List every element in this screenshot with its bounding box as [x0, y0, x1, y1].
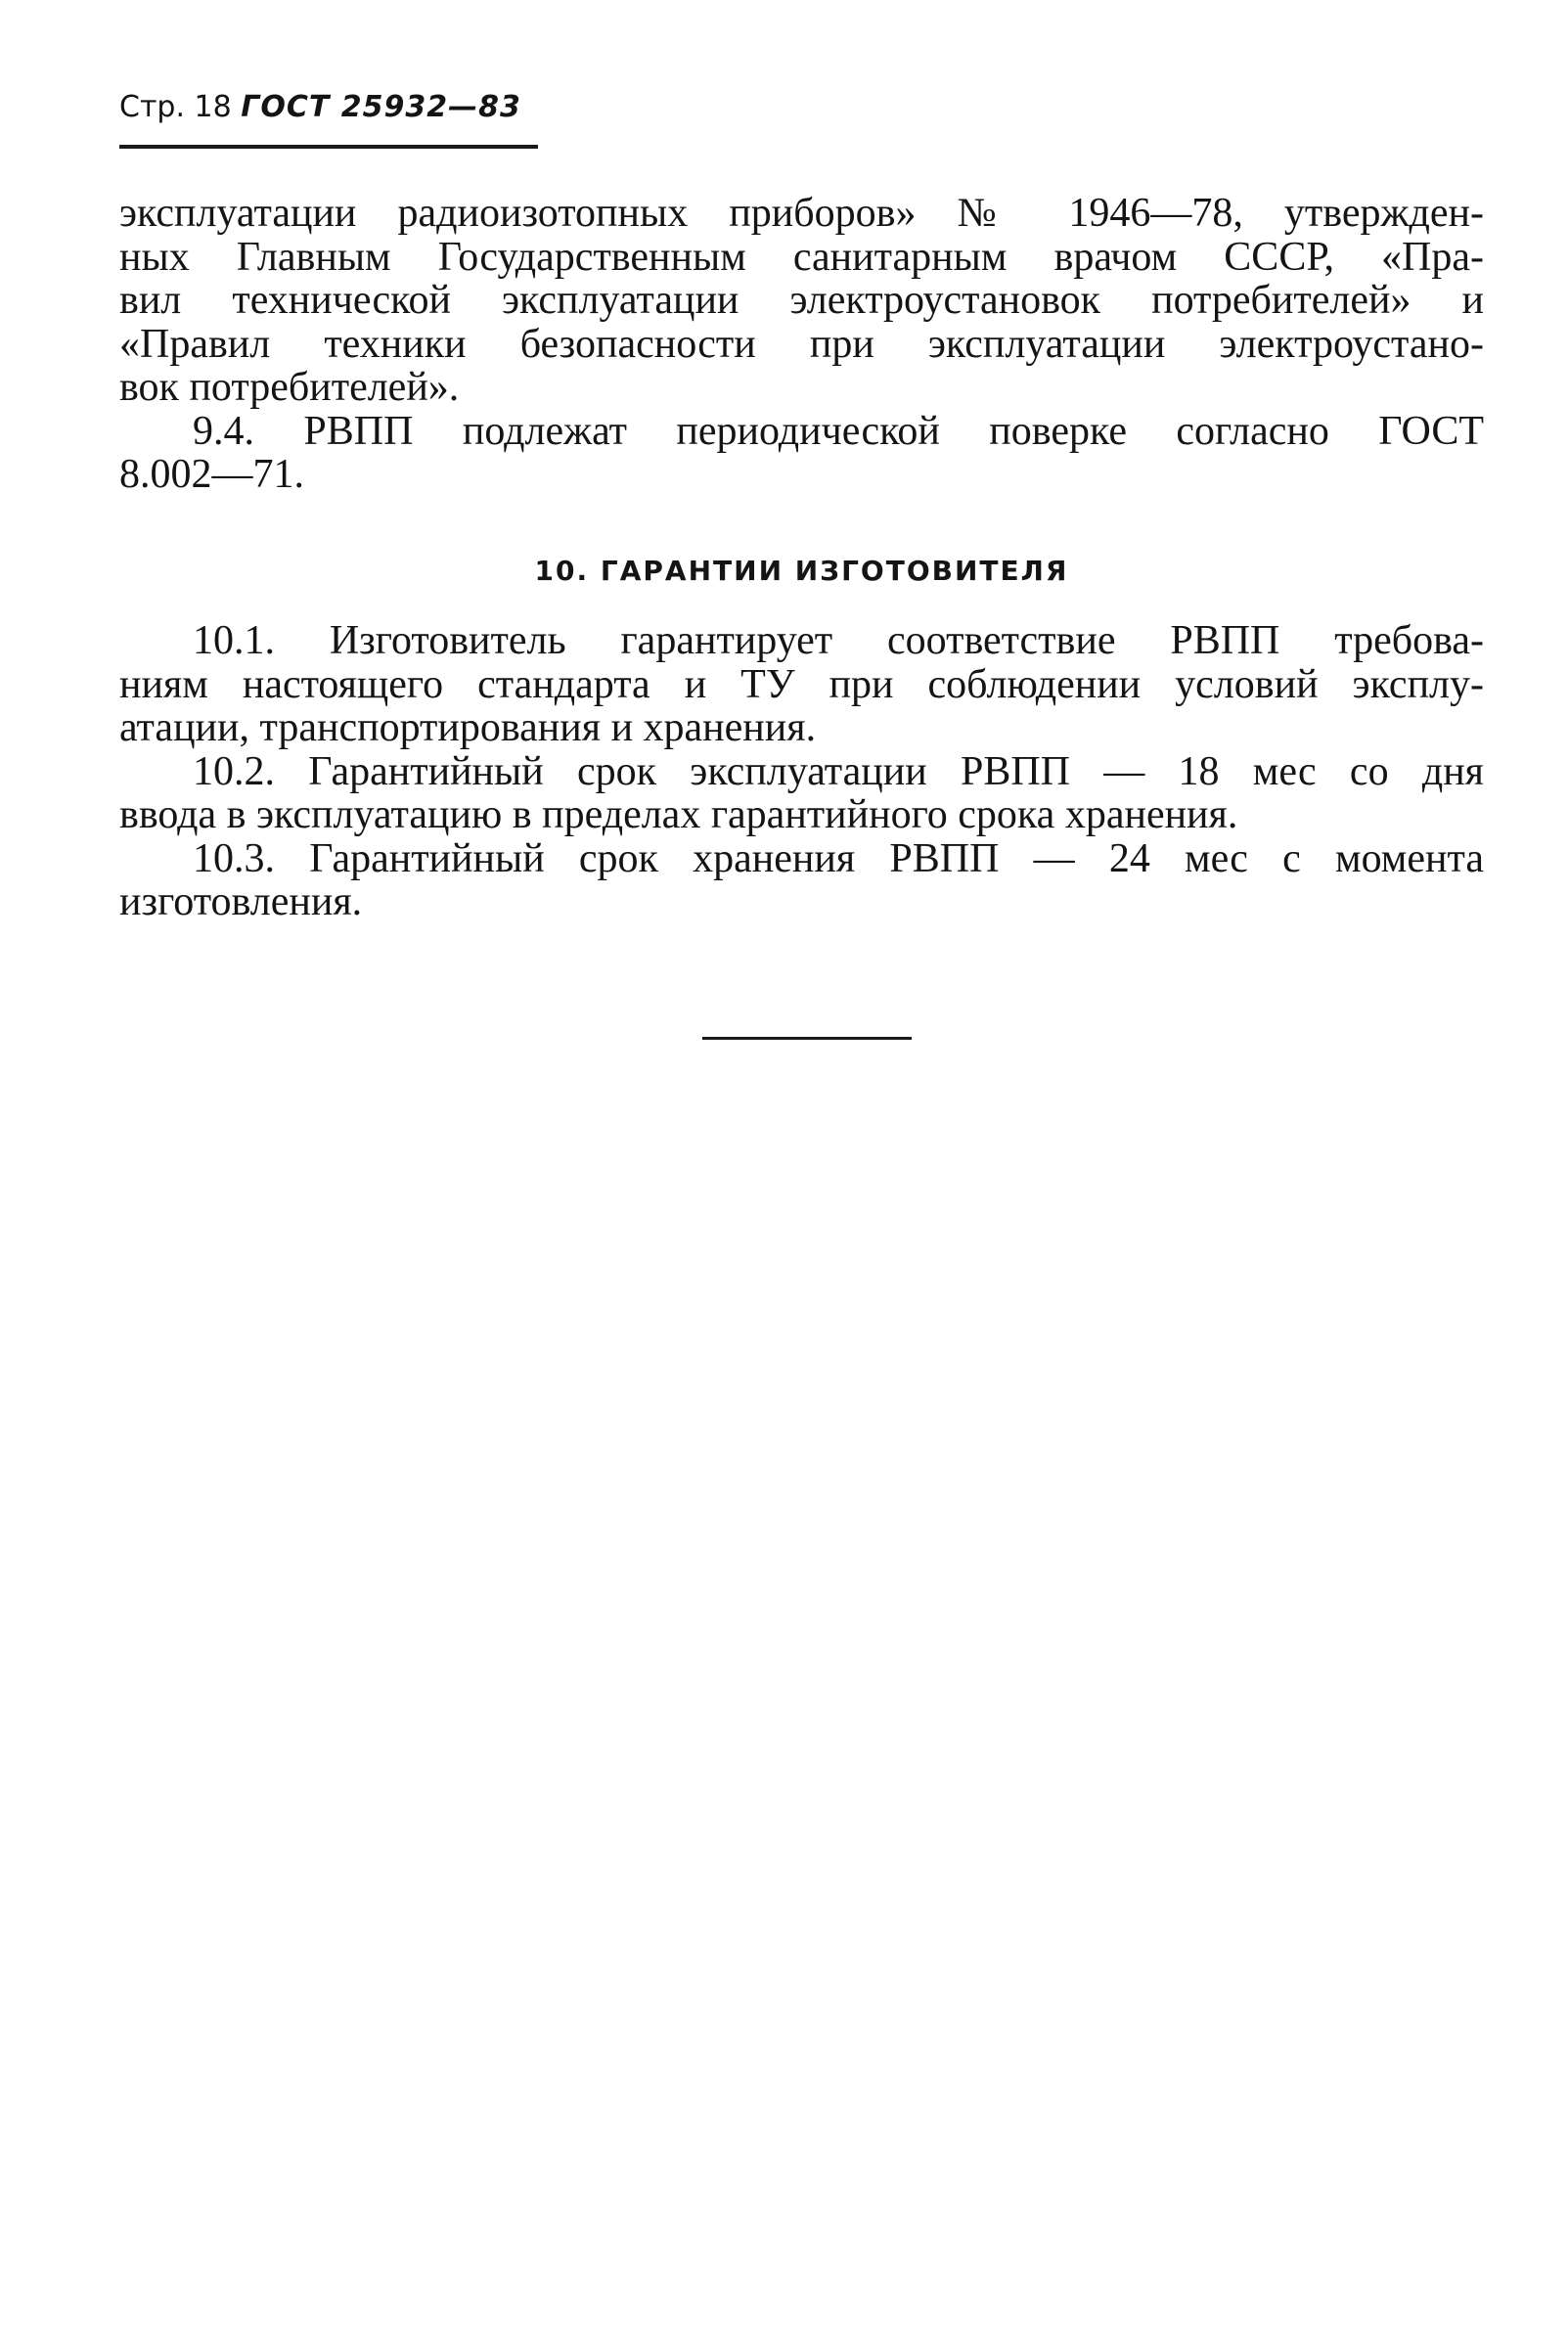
page-number: Стр. 18 — [119, 90, 232, 124]
text-line: 8.002—71. — [119, 452, 304, 497]
section-9-continuation — [119, 192, 1484, 497]
text-line: 10.3. Гарантийный срок хранения РВПП — 24 мес с момента — [193, 835, 1484, 881]
text-line: 10.2. Гарантийный срок эксплуатации РВПП — 18 мес со дня — [193, 748, 1484, 794]
text-line: ниям настоящего стандарта и ТУ при соблюдении условий эксплу- — [119, 661, 1484, 707]
end-of-document-rule — [702, 1037, 912, 1040]
paragraph-9-4 — [119, 410, 1484, 497]
paragraph-10-1 — [119, 619, 1484, 750]
text-line: ввода в эксплуатацию в пределах гарантийного срока хранения. — [119, 792, 1238, 837]
text-line: 10.1. Изготовитель гарантирует соответствие РВПП требова- — [193, 618, 1484, 663]
section-10-title: 10. ГАРАНТИИ ИЗГОТОВИТЕЛЯ — [534, 555, 1069, 587]
standard-number: ГОСТ 25932—83 — [241, 90, 521, 124]
text-line: изготовления. — [119, 879, 363, 924]
text-line: «Правил техники безопасности при эксплуатации электроустано- — [119, 321, 1484, 367]
section-10-body — [119, 619, 1484, 924]
text-line: атации, транспортирования и хранения. — [119, 705, 817, 750]
text-line: вок потребителей». — [119, 365, 460, 410]
text-line: 9.4. РВПП подлежат периодической поверке согласно ГОСТ — [193, 408, 1484, 454]
text-line: ных Главным Государственным санитарным врачом СССР, «Пра- — [119, 234, 1484, 280]
page-header — [119, 82, 538, 149]
paragraph-9-3-continuation — [119, 192, 1484, 410]
text-line: вил технической эксплуатации электроустановок потребителей» и — [119, 278, 1484, 323]
text-line: эксплуатации радиоизотопных приборов» № 1946—78, утвержден- — [119, 191, 1484, 236]
paragraph-10-2 — [119, 750, 1484, 837]
paragraph-10-3 — [119, 837, 1484, 924]
